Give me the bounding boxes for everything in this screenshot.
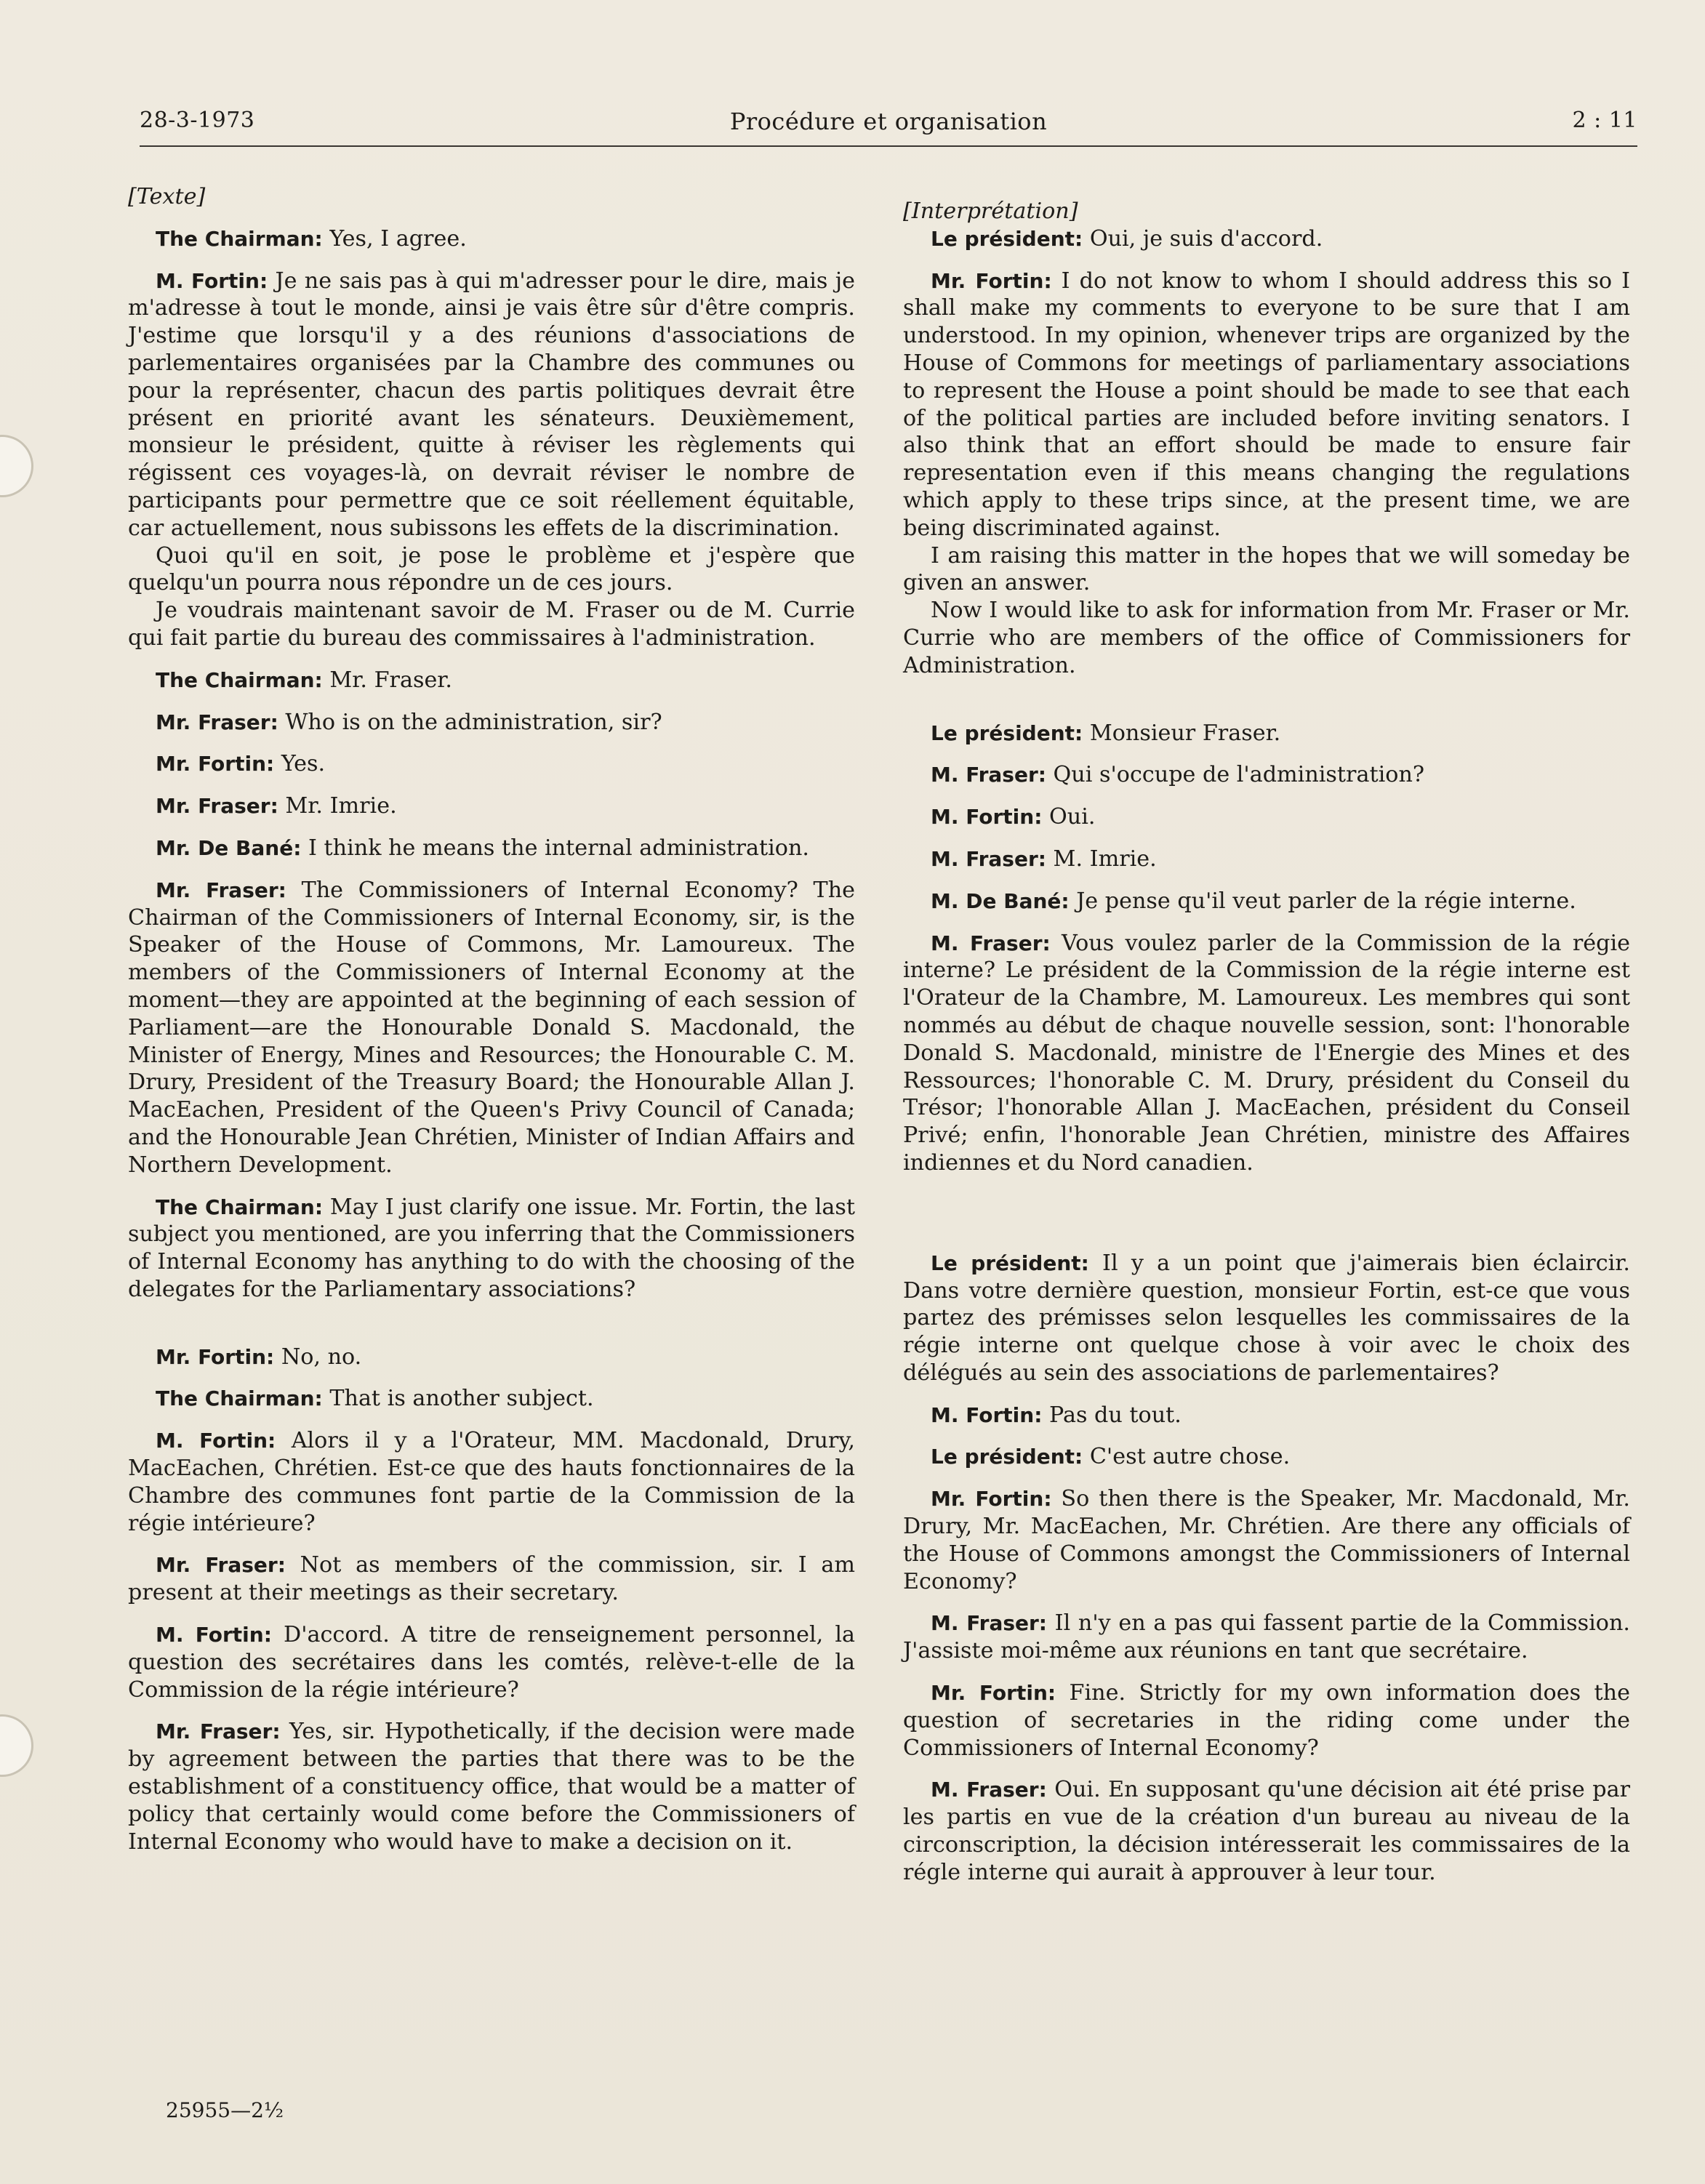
- paragraph-text: I am raising this matter in the hopes that we will someday be given an answer.: [903, 542, 1630, 596]
- footer-code: 25955—2½: [166, 2098, 284, 2122]
- paragraph-text: Vous voulez parler de la Commission de la régie interne? Le président de la Commission de la régie interne est l'Orateur de la Chambre, M. Lamoureux. Les membres qui sont nommés au début de chaque nouvelle session, sont: l'honorable Donald S. Macdonald, ministre de l'Energie des Mines et des Ressources; l'honorable C. M. Drury, président du Conseil du Trésor; l'honorable Allan J. MacEachen, président du Conseil Privé; enfin, l'honorable Jean Chrétien, ministre des Affaires indiennes et du Nord canadien.: [903, 930, 1630, 1176]
- paragraph-text: Pas du tout.: [1042, 1402, 1182, 1428]
- paragraph: [903, 761, 1630, 789]
- paragraph: [128, 1344, 855, 1371]
- paragraph-text: So then there is the Speaker, Mr. Macdonald, Mr. Drury, Mr. MacEachen, Mr. Chrétien. Are there any officials of the House of Commons amongst the Commissioners of Internal Economy?: [903, 1486, 1630, 1594]
- paragraph-text: Alors il y a l'Orateur, MM. Macdonald, Drury, MacEachen, Chrétien. Est-ce que des hauts fonctionnaires de la Chambre des communes font partie de la Commission de la régie intérieure?: [128, 1428, 855, 1536]
- paragraph: [903, 1679, 1630, 1762]
- paragraph-text: Yes, I agree.: [322, 225, 467, 252]
- paragraph: [128, 1427, 855, 1537]
- paragraph: [903, 1250, 1630, 1387]
- speaker-name: M. Fraser:: [931, 846, 1046, 871]
- paragraph: [903, 846, 1630, 873]
- speaker-name: Mr. Fortin:: [156, 752, 275, 776]
- paragraph-text: Not as members of the commission, sir. I am present at their meetings as their secretary.: [128, 1552, 855, 1606]
- paragraph: [128, 268, 855, 542]
- speaker-name: Mr. Fraser:: [156, 710, 278, 734]
- paragraph-text: Mr. Imrie.: [278, 793, 397, 819]
- speaker-name: M. De Bané:: [931, 888, 1070, 913]
- section-label: [Interprétation]: [903, 198, 1078, 224]
- paragraph-text: Oui.: [1042, 804, 1096, 830]
- paragraph-text: Mr. Fraser.: [322, 667, 453, 693]
- paragraph: [128, 542, 855, 598]
- paragraph-text: I do not know to whom I should address this so I shall make my comments to everyone to be sure that I am understood. In my opinion, whenever trips are organized by the House of Commons for meetings of parliamentary associations to represent the House a point should be made to see that each of the political parties are included before inviting senators. I also think that an effort should be made to ensure fair representation even if this means changing the regulations which apply to these trips since, at the present time, we are being discriminated against.: [903, 268, 1630, 541]
- paragraph: [903, 1776, 1630, 1886]
- paragraph: [903, 225, 1630, 253]
- paragraph-text: C'est autre chose.: [1083, 1444, 1291, 1470]
- speaker-name: Le président:: [931, 226, 1083, 251]
- paragraph: [903, 1610, 1630, 1665]
- header-title: Procédure et organisation: [729, 108, 1048, 135]
- speaker-name: The Chairman:: [156, 1386, 323, 1411]
- paragraph: [903, 1402, 1630, 1429]
- paragraph-text: Monsieur Fraser.: [1083, 720, 1281, 746]
- speaker-name: Mr. Fraser:: [156, 878, 286, 902]
- speaker-name: M. Fortin:: [156, 1429, 276, 1453]
- paragraph: [128, 667, 855, 694]
- paragraph: [903, 542, 1630, 598]
- right-column: [903, 183, 1630, 1887]
- paragraph: [903, 720, 1630, 747]
- speaker-name: Le président:: [931, 720, 1083, 745]
- paragraph-text: Je voudrais maintenant savoir de M. Fraser ou de M. Currie qui fait partie du bureau des commissaires à l'administration.: [128, 598, 855, 651]
- paragraph-text: Yes.: [274, 751, 326, 777]
- paragraph: [128, 1551, 855, 1607]
- speaker-name: The Chairman:: [156, 667, 323, 692]
- section-label: [Texte]: [128, 184, 206, 209]
- paragraph-text: Now I would like to ask for information from Mr. Fraser or Mr. Currie who are members of the office of Commissioners for Administration.: [903, 598, 1630, 678]
- paragraph-text: Oui, je suis d'accord.: [1083, 225, 1323, 252]
- paragraph: [903, 1485, 1630, 1595]
- speaker-name: M. Fortin:: [931, 805, 1043, 830]
- speaker-name: M. Fraser:: [931, 1611, 1048, 1636]
- paragraph: [903, 268, 1630, 542]
- paragraph: [903, 888, 1630, 915]
- speaker-name: Mr. Fortin:: [931, 1487, 1052, 1511]
- speaker-name: M. Fortin:: [931, 1402, 1043, 1427]
- speaker-name: Mr. Fortin:: [931, 268, 1052, 293]
- paragraph-text: Fine. Strictly for my own information does the question of secretaries in the riding come under the Commissioners of Internal Economy?: [903, 1680, 1630, 1761]
- paragraph: [903, 1443, 1630, 1471]
- paragraph: [128, 225, 855, 253]
- paragraph: [128, 877, 855, 1179]
- speaker-name: M. Fraser:: [931, 763, 1046, 787]
- speaker-name: Mr. Fortin:: [156, 1344, 275, 1369]
- speaker-name: Mr. Fortin:: [931, 1681, 1056, 1706]
- speaker-name: Mr. Fraser:: [156, 1719, 281, 1744]
- paragraph-text: Qui s'occupe de l'administration?: [1046, 762, 1425, 788]
- speaker-name: The Chairman:: [156, 226, 323, 251]
- speaker-name: Mr. Fraser:: [156, 1553, 286, 1578]
- paragraph: [128, 750, 855, 778]
- paragraph-text: Il y a un point que j'aimerais bien éclaircir. Dans votre dernière question, monsieur Fortin, est-ce que vous partez des prémisses selon lesquelles les commissaires de la régie interne ont quelque chose à voir avec le choix des délégués au sein des associations de parlementaires?: [903, 1250, 1630, 1386]
- paragraph: [128, 792, 855, 820]
- speaker-name: Le président:: [931, 1250, 1089, 1275]
- paragraph: [128, 835, 855, 862]
- binder-hole-bottom: [0, 1714, 33, 1777]
- paragraph: [903, 803, 1630, 831]
- speaker-name: M. Fortin:: [156, 268, 268, 293]
- paragraph-text: Oui. En supposant qu'une décision ait été prise par les partis en vue de la création d'un bureau au niveau de la circonscription, la décision intéresserait les commissaires de la régle interne qui aurait à approuver à leur tour.: [903, 1777, 1630, 1885]
- left-column: [128, 183, 855, 1855]
- speaker-name: Mr. Fraser:: [156, 794, 278, 819]
- speaker-name: The Chairman:: [156, 1195, 324, 1219]
- paragraph-text: Je ne sais pas à qui m'adresser pour le dire, mais je m'adresse à tout le monde, ainsi je vais être sûr d'être compris. J'estime que lorsqu'il y a des réunions d'associations de parlementaires organisées par la Chambre des communes ou pour la représenter, chacun des partis politiques devrait être présent en priorité avant les sénateurs. Deuxièmement, monsieur le président, quitte à réviser les règlements qui régissent ces voyages-là, on devrait réviser le nombre de participants pour permettre que ce soit réellement équitable, car actuellement, nous subissons les effets de la discrimination.: [128, 268, 855, 541]
- paragraph-text: No, no.: [274, 1344, 362, 1370]
- paragraph: [128, 1621, 855, 1703]
- paragraph-text: Quoi qu'il en soit, je pose le problème et j'espère que quelqu'un pourra nous répondre un de ces jours.: [128, 542, 855, 596]
- speaker-name: Mr. De Bané:: [156, 835, 302, 860]
- speaker-name: M. Fraser:: [931, 1778, 1047, 1802]
- paragraph: [128, 709, 855, 736]
- paragraph-text: May I just clarify one issue. Mr. Fortin, the last subject you mentioned, are you inferring that the Commissioners of Internal Economy has anything to do with the choosing of the delegates for the Parliamentary associations?: [128, 1194, 855, 1302]
- binder-hole-top: [0, 435, 33, 497]
- header-date: 28-3-1973: [140, 108, 255, 133]
- paragraph-text: Il n'y en a pas qui fassent partie de la Commission. J'assiste moi-même aux réunions en tant que secrétaire.: [903, 1610, 1630, 1664]
- paragraph-text: That is another subject.: [322, 1386, 594, 1412]
- paragraph-text: M. Imrie.: [1046, 846, 1157, 872]
- paragraph: [128, 1194, 855, 1304]
- paragraph-text: The Commissioners of Internal Economy? The Chairman of the Commissioners of Internal Economy, sir, is the Speaker of the House of Commons, Mr. Lamoureux. The members of the Commissioners of Internal Economy at the moment—they are appointed at the beginning of each session of Parliament—are the Honourable Donald S. Macdonald, the Minister of Energy, Mines and Resources; the Honourable C. M. Drury, President of the Treasury Board; the Honourable Allan J. MacEachen, President of the Queen's Privy Council of Canada; and the Honourable Jean Chrétien, Minister of Indian Affairs and Northern Development.: [128, 877, 855, 1178]
- speaker-name: Le président:: [931, 1445, 1083, 1469]
- paragraph: [128, 597, 855, 652]
- header-page-number: 2 : 11: [1572, 108, 1637, 133]
- paragraph-text: Je pense qu'il veut parler de la régie interne.: [1069, 888, 1576, 914]
- speaker-name: M. Fraser:: [931, 931, 1051, 955]
- page-header: [140, 108, 1637, 147]
- paragraph: [903, 930, 1630, 1177]
- speaker-name: M. Fortin:: [156, 1623, 272, 1647]
- paragraph: [128, 1718, 855, 1855]
- paragraph-text: D'accord. A titre de renseignement personnel, la question des secrétaires dans les comtés, relève-t-elle de la Commission de la régie intérieure?: [128, 1622, 855, 1703]
- paragraph-text: I think he means the internal administration.: [301, 835, 809, 861]
- paragraph: [128, 1385, 855, 1413]
- paragraph: [903, 597, 1630, 679]
- paragraph-text: Who is on the administration, sir?: [278, 709, 662, 735]
- paragraph-text: Yes, sir. Hypothetically, if the decision were made by agreement between the parties that there was to be the establishment of a constituency office, that would be a matter of policy that certainly would come before the Commissioners of Internal Economy who would have to make a decision on it.: [128, 1719, 856, 1855]
